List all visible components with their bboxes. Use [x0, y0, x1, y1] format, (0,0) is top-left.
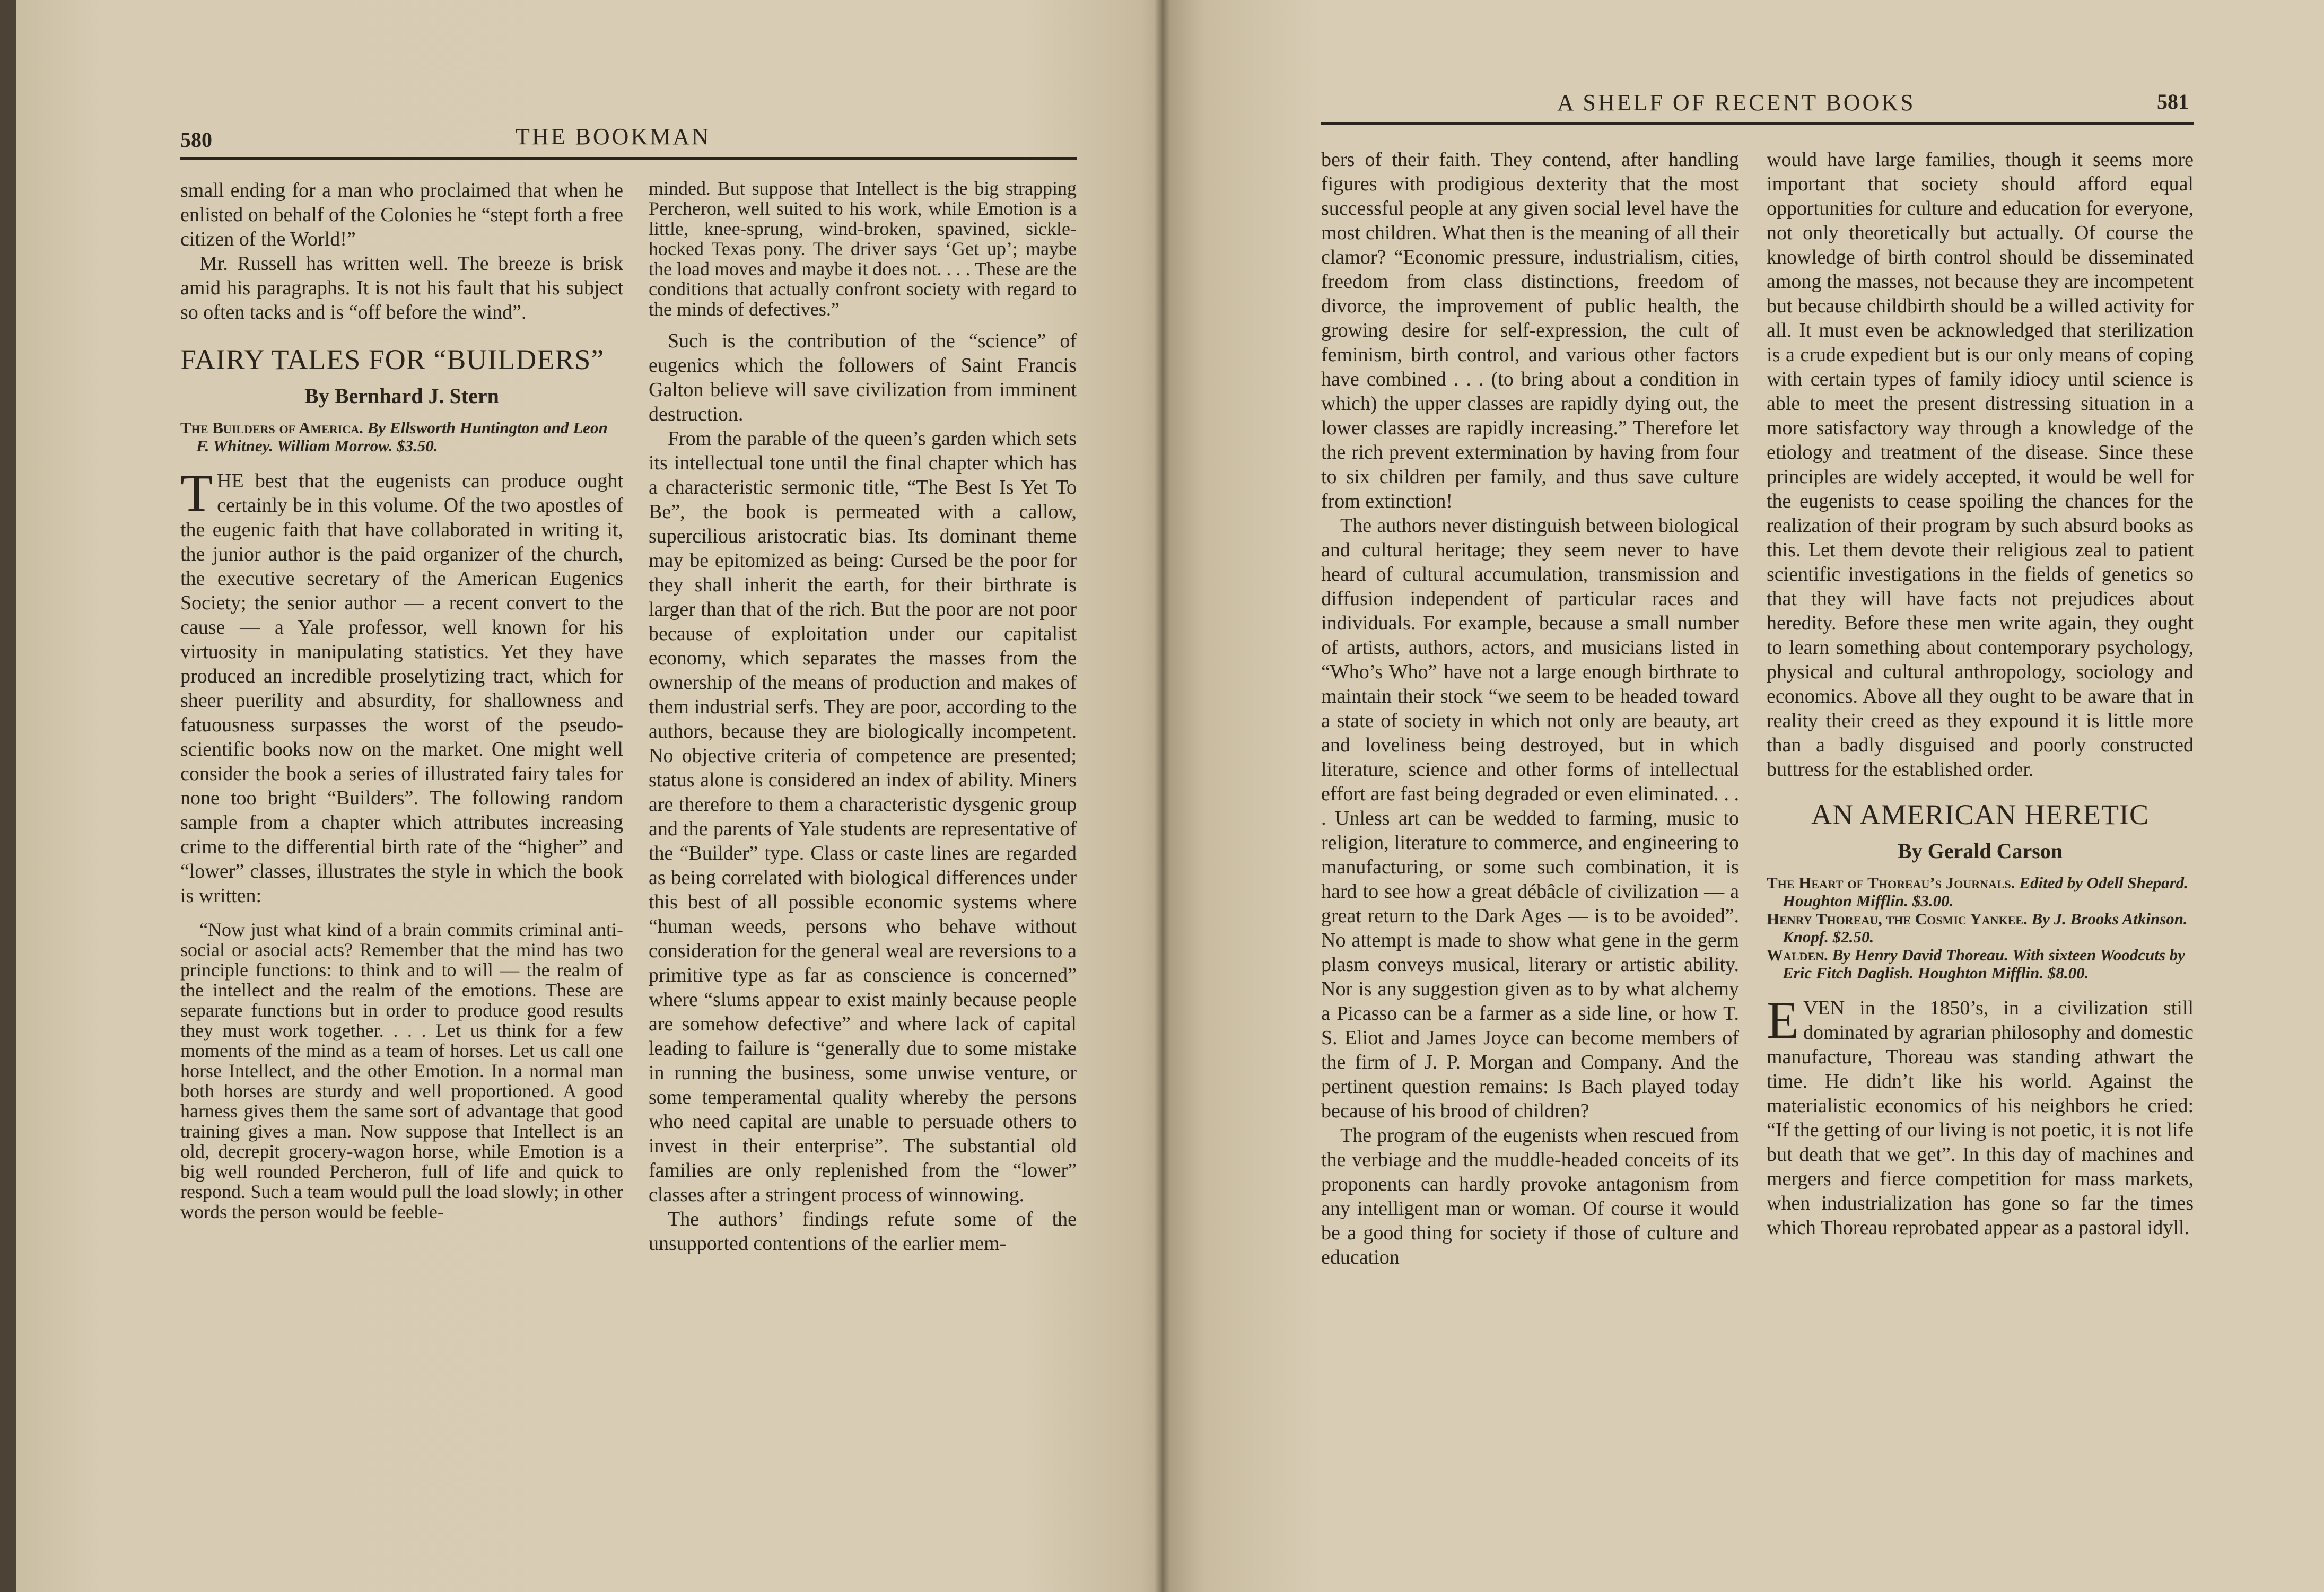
- lead-paragraph: [180, 463, 623, 908]
- book-citation: [1767, 946, 2194, 982]
- paragraph: bers of their faith. They contend, after handling figures with prodigious dexterity that the most successful people at any given social level have the most children. What then is the meaning of all their clamor? “Economic pressure, industrialism, cities, freedom from class distinctions, freedom of divorce, the improvement of public health, the growing desire for self-expression, the cult of feminism, birth control, and various other factors have combined . . . (to bring about a condition in which) the upper classes are rapidly dying out, the lower classes are rapidly increasing.” Therefore let the rich prevent extermination by having from four to six children per family, and thus save culture from extinction!: [1321, 148, 1739, 512]
- paragraph: would have large families, though it seems more important that society should afford equal opportunities for culture and education for everyone, not only theoretically but actually. Of course the knowledge of birth control should be disseminated among the masses, not because they are incompetent but because childbirth should be a willed activity for all. It must even be acknowledged that sterilization is a crude expedient but is our only means of coping with certain types of family idiocy until science is able to meet the present distressing situation in a more satisfactory way through a knowledge of the etiology and treatment of the disease. Since these principles are widely accepted, it would be well for the eugenists to cease spoiling the chances for the realization of their program by such absurd books as this. Let them devote their religious zeal to patient scientific investigations in the fields of genetics so that they will have facts not prejudices about heredity. Before these men write again, they ought to learn something about contemporary psychology, physical and cultural anthropology, sociology and economics. Above all they ought to be aware that in reality their creed as they expound it is little more than a badly disguised and poorly constructed buttress for the established order.: [1767, 148, 2194, 781]
- page-number: 580: [180, 128, 212, 152]
- header-rule: [180, 157, 1077, 160]
- paragraph: From the parable of the queen’s garden which sets its intellectual tone until the final chapter which has a characteristic sermonic title, “The Best Is Yet To Be”, the book is permeated with a callow, supercilious aristocratic bias. Its dominant theme may be epitomized as being: Cursed be the poor for they shall inherit the earth, for their birthrate is larger than that of the rich. But the poor are not poor because of exploitation under our capitalist economy, which separates the masses from the ownership of the means of production and makes of them industrial serfs. They are poor, according to the authors, because they are biologically incompetent. No objective criteria of competence are presented; status alone is considered an index of ability. Miners are therefore to them a characteristic dysgenic group and the parents of Yale students are representative of the “Builder” type. Class or caste lines are regarded as being correlated with biological differences under this best of all possible economic systems where “human weeds, persons who behave without consideration for the general weal are reversions to a primitive type as far as conscience is concerned” where “slums appear to exist mainly because people are somehow defective” and where lack of capital leading to failure is “generally due to some mistake in running the business, some unwise venture, or some temperamental quality whereby the persons who need capital are unable to persuade others to invest in their enterprise”. The substantial old families are only replenished from the “lower” classes after a stringent process of winnowing.: [649, 427, 1077, 1206]
- book-details: By Henry David Thoreau. With sixteen Woodcuts by Eric Fitch Daglish. Houghton Mifflin. $8.00.: [1783, 946, 2185, 982]
- right-page: [1162, 0, 2324, 1592]
- paragraph-text: VEN in the 1850’s, in a civilization still dominated by agrarian philosophy and domestic manufacture, Thoreau was standing athwart the time. He didn’t like his world. Against the materialistic economics of his neighbors he cried: “If the getting of our living is not poetic, it is not life but death that we get”. In this day of machines and mergers and fierce competition for mass markets, when industrialization has gone so far the times which Thoreau reprobated appear as a pastoral idyll.: [1767, 997, 2194, 1239]
- paragraph: small ending for a man who proclaimed that when he enlisted on behalf of the Colonies he “stept forth a free citizen of the World!”: [180, 179, 623, 250]
- book-details: By J. Brooks Atkinson. Knopf. $2.50.: [1783, 909, 2188, 946]
- paragraph: The authors never distinguish between biological and cultural heritage; they seem never to have heard of cultural accumulation, transmission and diffusion independent of particular races and individuals. For example, because a small number of artists, authors, actors, and musicians listed in “Who’s Who” have not a large enough birthrate to maintain their stock “we seem to be headed toward a state of society in which not only are beauty, art and loveliness being destroyed, but in which literature, science and other forms of intellectual effort are fast being degraded or even eliminated. . . . Unless art can be wedded to farming, music to religion, literature to commerce, and engineering to manufacturing, or some such combination, it is hard to see how a great débâcle of civilization — a great return to the Dark Ages — is to be avoided”. No attempt is made to show what gene in the germ plasm conveys musical, literary or artistic ability. Nor is any suggestion given as to by what alchemy a Picasso can be a farmer as a side line, or how T. S. Eliot and James Joyce can become members of the firm of J. P. Morgan and Company. And the pertinent question remains: Is Bach played today because of his brood of children?: [1321, 514, 1739, 1122]
- paragraph: The authors’ findings refute some of the unsupported contentions of the earlier mem-: [649, 1208, 1077, 1255]
- byline: By Gerald Carson: [1897, 839, 2063, 863]
- drop-cap: E: [1767, 991, 1799, 1049]
- book-citation: [1767, 874, 2194, 910]
- running-head: THE BOOKMAN: [516, 124, 711, 150]
- book-gutter: [1154, 0, 1170, 1592]
- page-number: 581: [2157, 90, 2189, 113]
- byline: By Bernhard J. Stern: [304, 384, 499, 408]
- paragraph: The program of the eugenists when rescued from the verbiage and the muddle-headed conceits of its proponents can hardly provoke antagonism from any intelligent man or woman. Of course it would be a good thing for society if those of culture and education: [1321, 1124, 1739, 1269]
- book-details: Edited by Odell Shepard. Houghton Mifflin. $3.00.: [1783, 873, 2188, 910]
- drop-cap: T: [180, 463, 213, 522]
- right-column-1: [1321, 147, 1739, 1270]
- left-column-1: [180, 178, 623, 1222]
- header-rule: [1321, 122, 2194, 125]
- left-column-2: [649, 178, 1077, 1256]
- article-title: AN AMERICAN HERETIC: [1811, 799, 2149, 830]
- right-column-2: [1767, 147, 2194, 1240]
- book-title: Walden.: [1767, 946, 1828, 964]
- running-head: A SHELF OF RECENT BOOKS: [1557, 90, 1916, 116]
- book-title: The Builders of America.: [180, 418, 363, 437]
- book-details: By Ellsworth Huntington and Leon F. Whitney. William Morrow. $3.50.: [196, 418, 608, 455]
- block-quote: “Now just what kind of a brain commits criminal anti-social or asocial acts? Remember that the mind has two principle functions: to think and to will — the realm of the intellect and the realm of the emotions. These are separate functions but in order to produce good results they must work together. . . . Let us think for a few moments of the mind as a team of horses. Let us call one horse Intellect, and the other Emotion. In a normal man both horses are sturdy and well proportioned. A good harness gives them the same sort of advantage that good training gives a man. Now suppose that Intellect is an old, decrepit grocery-wagon horse, while Emotion is a big well rounded Percheron, full of life and quick to respond. Such a team would pull the load slowly; in other words the person would be feeble-: [180, 919, 623, 1222]
- book-title: The Heart of Thoreau’s Journals.: [1767, 873, 2015, 892]
- paragraph: Mr. Russell has written well. The breeze is brisk amid his paragraphs. It is not his fault that his subject so often tacks and is “off before the wind”.: [180, 252, 623, 323]
- article-title: FAIRY TALES FOR “BUILDERS”: [180, 344, 605, 375]
- paragraph: Such is the contribution of the “science” of eugenics which the followers of Saint Francis Galton believe will save civilization from imminent destruction.: [649, 330, 1077, 425]
- block-quote-continued: minded. But suppose that Intellect is the big strapping Percheron, well suited to his work, while Emotion is a little, knee-sprung, wind-broken, spavined, sickle-hocked Texas pony. The driver says ‘Get up’; maybe the load moves and maybe it does not. . . . These are the conditions that actually confront society with regard to the minds of defectives.”: [649, 178, 1077, 320]
- lead-paragraph: [1767, 991, 2194, 1240]
- book-citation: [1767, 910, 2194, 946]
- book-title: Henry Thoreau, the Cosmic Yankee.: [1767, 909, 2028, 928]
- paragraph-text: HE best that the eugenists can produce ought certainly be in this volume. Of the two apostles of the eugenic faith that have collaborated in writing it, the junior author is the paid organizer of the church, the executive secretary of the American Eugenics Society; the senior author — a recent convert to the cause — a Yale professor, well known for his virtuosity in manipulating statistics. Yet they have produced an incredible proselytizing tract, which for sheer puerility and absurdity, for shallowness and fatuousness surpasses the worst of the pseudo-scientific books now on the market. One might well consider the book a series of illustrated fairy tales for none too bright “Builders”. The following random sample from a chapter which attributes increasing crime to the differential birth rate of the “higher” and “lower” classes, illustrates the style in which the book is written:: [180, 470, 623, 907]
- book-citation: [180, 419, 623, 455]
